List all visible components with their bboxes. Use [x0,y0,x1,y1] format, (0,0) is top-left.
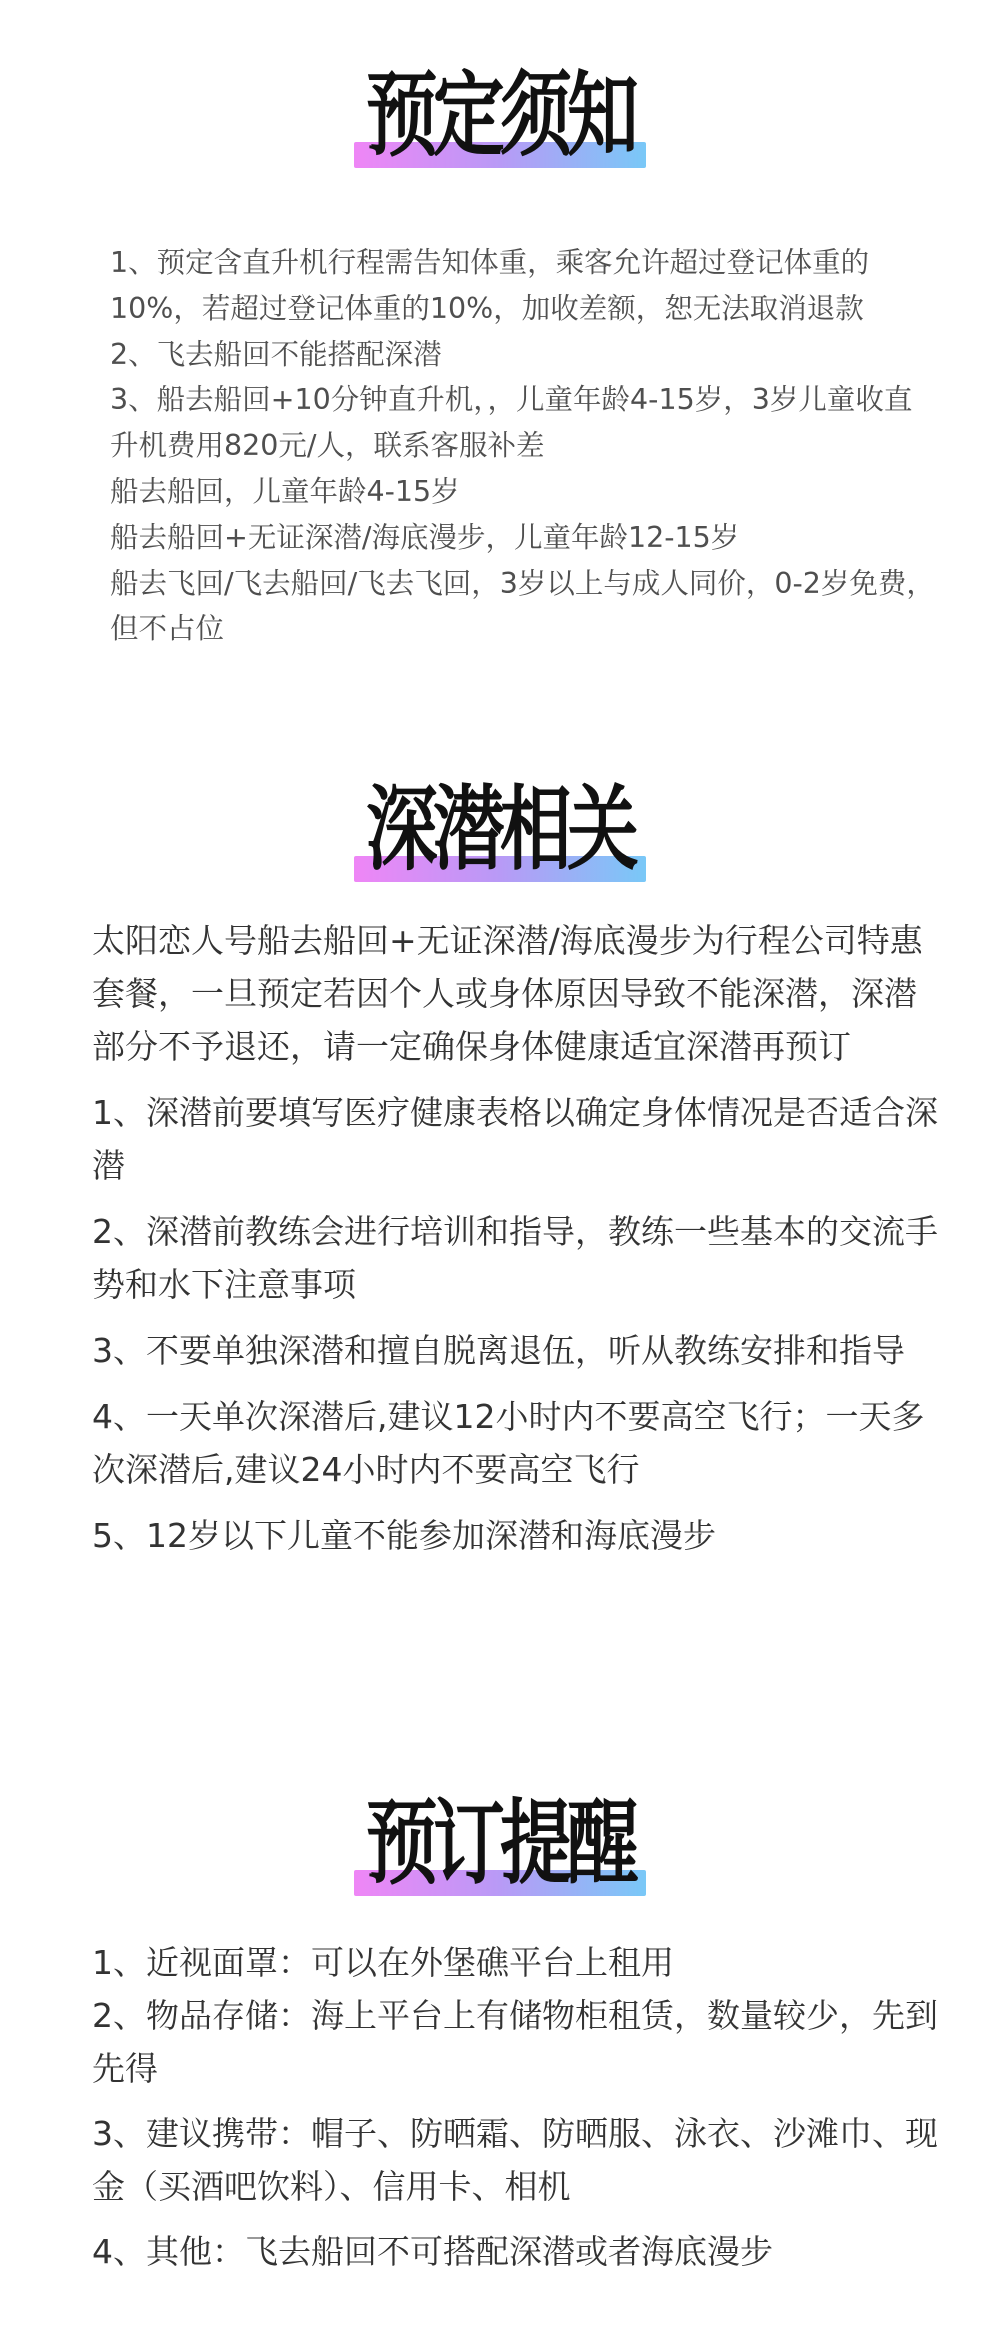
notice-paragraph: 3、船去船回+10分钟直升机，，儿童年龄4-15岁，3岁儿童收直升机费用820元/人，联系客服补差 [110,383,913,463]
diving-content [92,914,940,1562]
reminder-content [92,1936,940,2278]
notice-paragraph: 船去船回，儿童年龄4-15岁 [110,474,460,508]
section-title: 预定须知 [365,61,635,169]
booking-notice-content [110,240,940,652]
diving-paragraph: 4、一天单次深潜后,建议12小时内不要高空飞行；一天多次深潜后,建议24小时内不要高空飞行 [92,1397,925,1489]
notice-paragraph: 1、预定含直升机行程需告知体重，乘客允许超过登记体重的10%，若超过登记体重的10%，加收差额，恕无法取消退款 [110,246,870,325]
section-heading-booking-reminder [0,1788,1000,1898]
reminder-paragraph: 2、物品存储：海上平台上有储物柜租赁，数量较少，先到先得 [92,1996,938,2088]
diving-paragraph: 2、深潜前教练会进行培训和指导，教练一些基本的交流手势和水下注意事项 [92,1212,938,1304]
reminder-paragraph: 1、近视面罩：可以在外堡礁平台上租用 [92,1943,674,1982]
diving-paragraph: 3、不要单独深潜和擅自脱离退伍，听从教练安排和指导 [92,1331,905,1370]
diving-paragraph: 5、12岁以下儿童不能参加深潜和海底漫步 [92,1516,716,1555]
section-title: 预订提醒 [365,1789,635,1897]
section-heading-diving [0,774,1000,884]
diving-paragraph: 太阳恋人号船去船回+无证深潜/海底漫步为行程公司特惠套餐，一旦预定若因个人或身体原因导致不能深潜，深潜部分不予退还，请一定确保身体健康适宜深潜再预订 [92,921,923,1066]
notice-paragraph: 2、飞去船回不能搭配深潜 [110,337,442,371]
notice-paragraph: 船去船回+无证深潜/海底漫步，儿童年龄12-15岁 [110,520,740,554]
reminder-paragraph: 4、其他：飞去船回不可搭配深潜或者海底漫步 [92,2232,773,2271]
diving-paragraph: 1、深潜前要填写医疗健康表格以确定身体情况是否适合深潜 [92,1093,938,1185]
section-heading-booking-notice [0,60,1000,170]
section-title: 深潜相关 [365,775,635,883]
reminder-paragraph: 3、建议携带：帽子、防晒霜、防晒服、泳衣、沙滩巾、现金（买酒吧饮料）、信用卡、相机 [92,2114,938,2206]
notice-paragraph: 船去飞回/飞去船回/飞去飞回，3岁以上与成人同价，0-2岁免费，但不占位 [110,566,935,646]
